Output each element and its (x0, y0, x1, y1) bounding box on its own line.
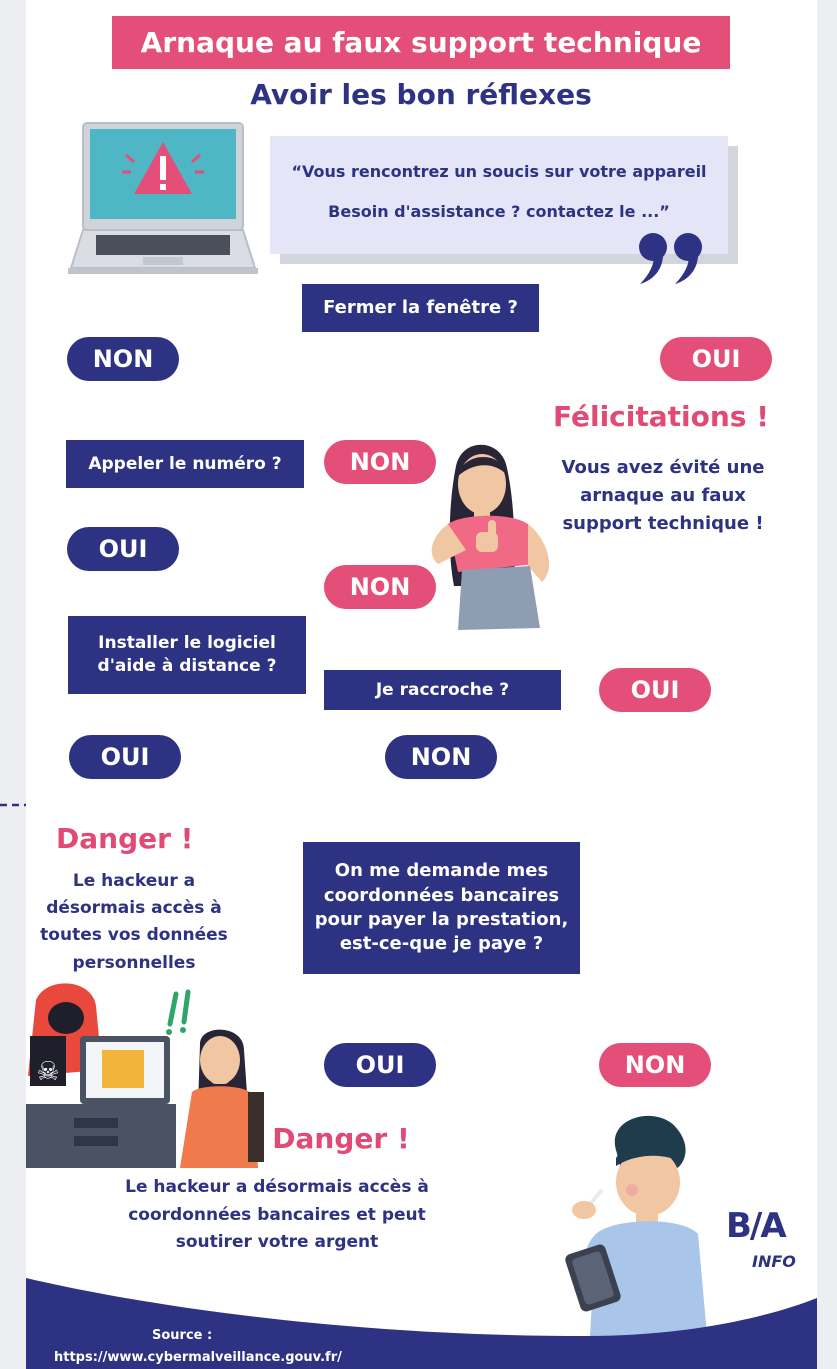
danger1-title: Danger ! (56, 822, 194, 855)
answer-non-install: NON (324, 565, 436, 609)
infographic (26, 0, 817, 1369)
answer-non-hangup: NON (385, 735, 497, 779)
answer-oui-pay: OUI (324, 1043, 436, 1087)
page-title: Arnaque au faux support technique (140, 26, 702, 59)
svg-text:☠: ☠ (36, 1057, 60, 1087)
woman-thumbs-up-illustration (418, 436, 568, 632)
answer-oui-install: OUI (69, 735, 181, 779)
quote-line-1: “Vous rencontrez un soucis sur votre appareil (291, 162, 707, 181)
question-install-software: Installer le logiciel d'aide à distance ? (68, 616, 306, 694)
quote-line-2: Besoin d'assistance ? contactez le ...” (328, 202, 670, 221)
answer-oui-close: OUI (660, 337, 772, 381)
congrats-title: Félicitations ! (553, 400, 769, 433)
answer-non-pay: NON (599, 1043, 711, 1087)
answer-oui-call: OUI (67, 527, 179, 571)
answer-non-call: NON (324, 440, 436, 484)
logo-bottom-text: INFO (752, 1252, 796, 1271)
question-call-number: Appeler le numéro ? (66, 440, 304, 488)
danger2-title: Danger ! (272, 1122, 410, 1155)
question-hang-up: Je raccroche ? (324, 670, 561, 710)
danger2-text: Le hackeur a désormais accès à coordonnées bancaires et peut soutirer votre argent (125, 1177, 429, 1253)
laptop-warning-icon (68, 120, 258, 275)
source-label: Source : (152, 1328, 213, 1343)
scared-woman-illustration (140, 988, 268, 1168)
logo-top-text: B/A (726, 1206, 785, 1246)
question-pay-bank-details: On me demande mes coordonnées bancaires pour payer la prestation, est-ce-que je paye ? (303, 842, 580, 974)
source-url[interactable]: https://www.cybermalveillance.gouv.fr/ (54, 1350, 342, 1365)
page-subtitle: Avoir les bon réflexes (250, 78, 592, 111)
congrats-text: Vous avez évité une arnaque au faux support technique ! (561, 457, 765, 534)
danger1-text: Le hackeur a désormais accès à toutes vos données personnelles (40, 871, 228, 973)
quote-marks-icon (636, 230, 708, 288)
answer-non-close: NON (67, 337, 179, 381)
answer-oui-hangup: OUI (599, 668, 711, 712)
question-close-window: Fermer la fenêtre ? (302, 284, 539, 332)
title-banner (112, 16, 730, 69)
ba-info-logo (726, 1200, 810, 1284)
